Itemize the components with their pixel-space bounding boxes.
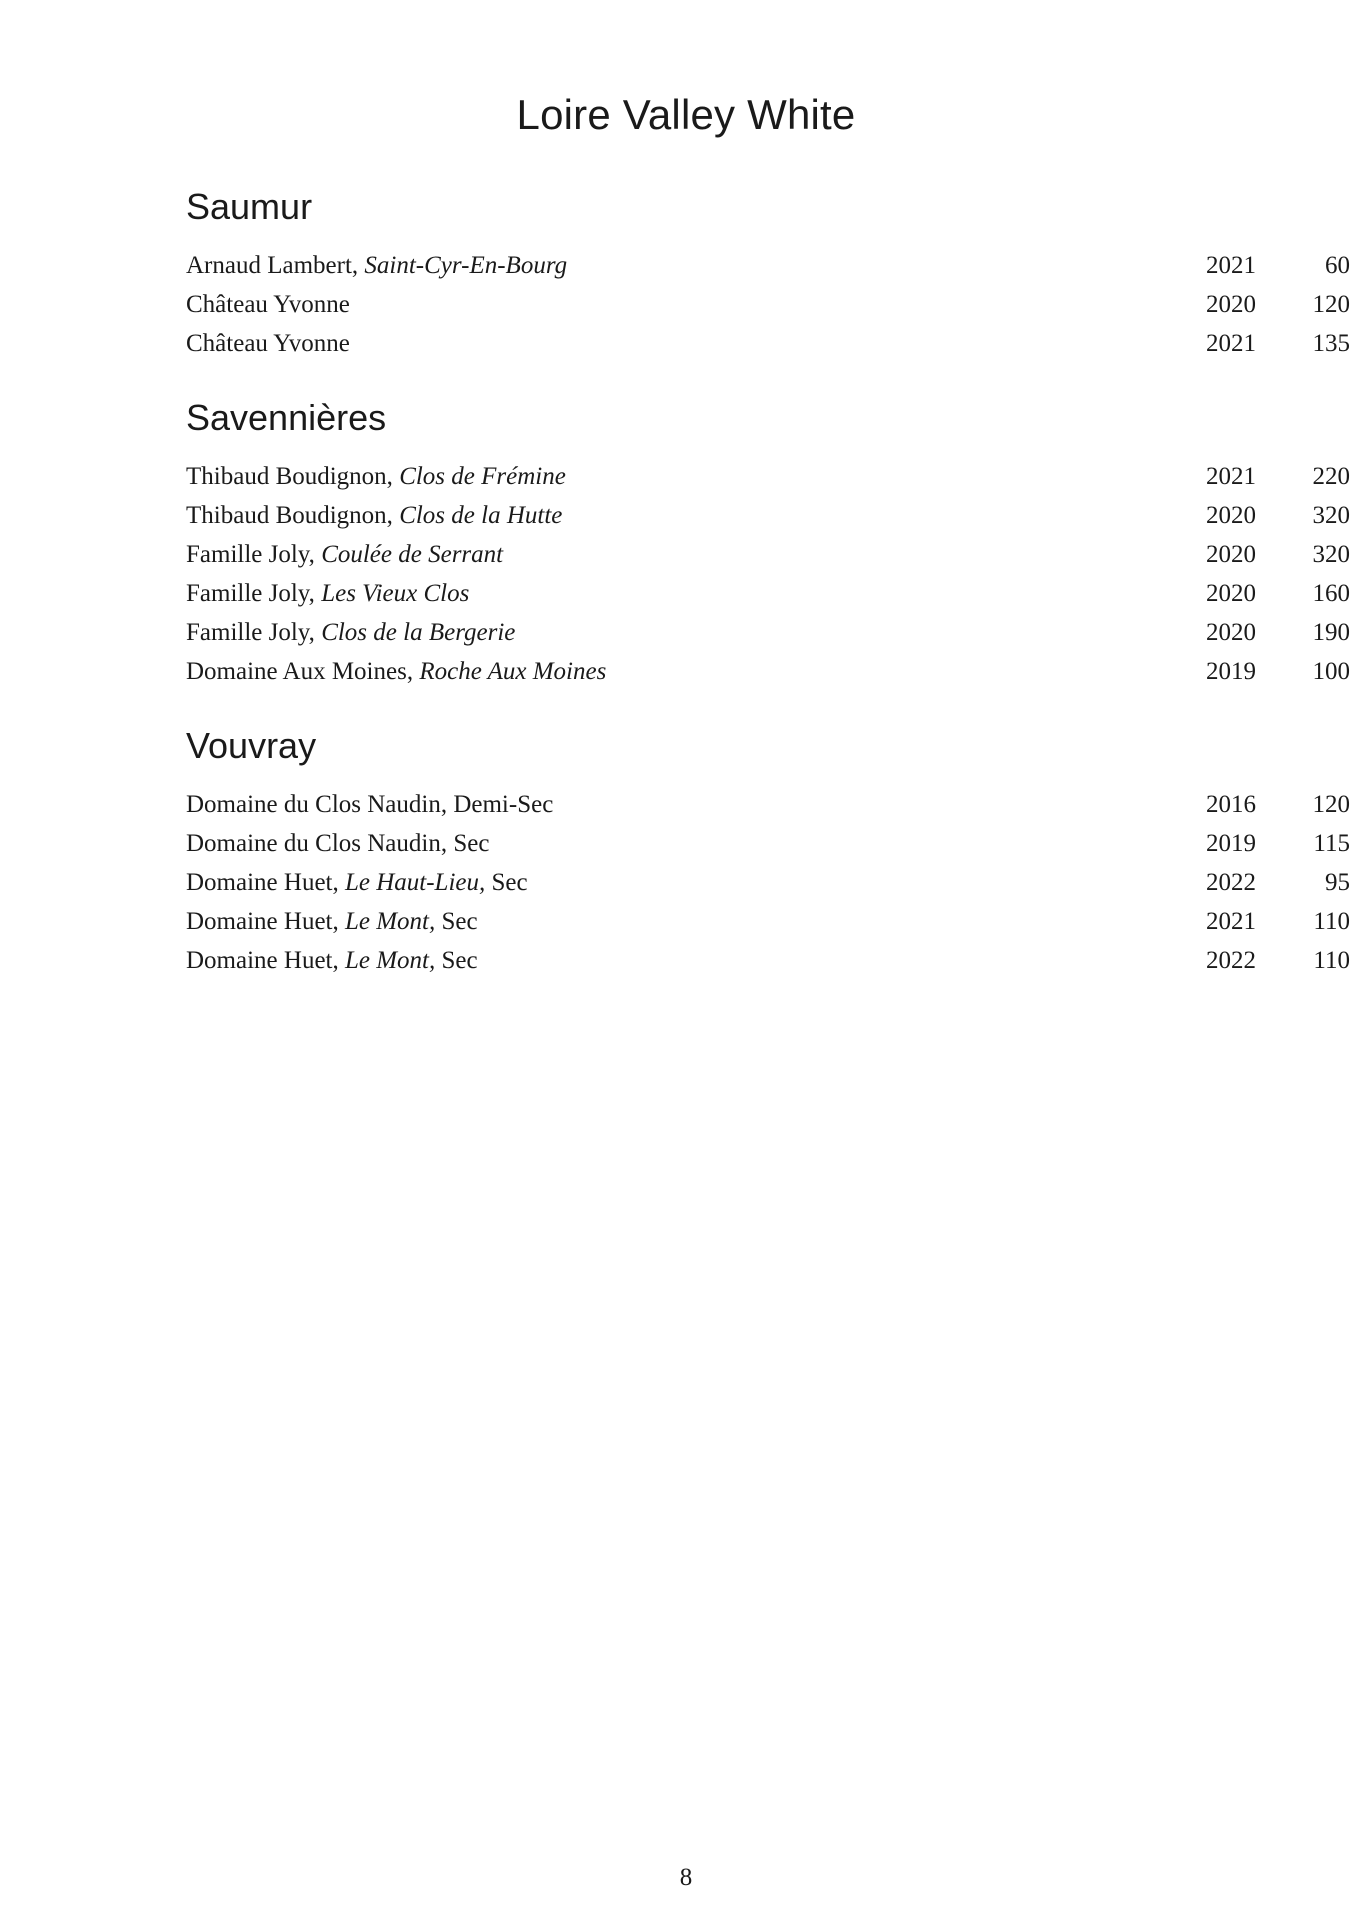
wine-row xyxy=(186,535,1350,574)
vintage: 2021 xyxy=(1206,252,1256,279)
wine-name xyxy=(186,574,1176,613)
vintage: 2022 xyxy=(1206,869,1256,896)
producer: Château Yvonne xyxy=(186,291,350,318)
producer: Famille Joly, xyxy=(186,619,315,646)
price: 100 xyxy=(1312,658,1350,685)
price: 120 xyxy=(1312,791,1350,818)
cuvee: Clos de la Bergerie xyxy=(321,619,516,646)
wine-row xyxy=(186,496,1350,535)
wine-row xyxy=(186,285,1350,324)
price: 320 xyxy=(1312,502,1350,529)
producer: Famille Joly, xyxy=(186,541,315,568)
cuvee: Coulée de Serrant xyxy=(321,541,504,568)
wine-list xyxy=(186,246,1350,363)
cuvee: Le Mont, xyxy=(344,947,436,974)
producer: Domaine du Clos Naudin, Sec xyxy=(186,830,490,857)
price: 190 xyxy=(1312,619,1350,646)
section-savennieres xyxy=(186,391,1350,691)
price: 95 xyxy=(1325,869,1350,896)
vintage: 2021 xyxy=(1206,463,1256,490)
section-title: Vouvray xyxy=(186,725,317,766)
producer: Château Yvonne xyxy=(186,330,350,357)
wine-row xyxy=(186,613,1350,652)
vintage: 2019 xyxy=(1206,830,1256,857)
section-title: Savennières xyxy=(186,397,387,438)
wine-row xyxy=(186,785,1350,824)
wine-list xyxy=(186,457,1350,691)
cuvee: Clos de Frémine xyxy=(399,463,566,490)
wine-list xyxy=(186,785,1350,980)
style: Sec xyxy=(441,947,478,974)
page-title: Loire Valley White xyxy=(516,91,856,138)
price: 220 xyxy=(1312,463,1350,490)
wine-name xyxy=(186,863,1176,902)
wine-row xyxy=(186,902,1350,941)
wine-name xyxy=(186,785,1176,824)
cuvee: Les Vieux Clos xyxy=(321,580,470,607)
cuvee: Le Haut-Lieu, xyxy=(344,869,486,896)
price: 115 xyxy=(1313,830,1350,857)
producer: Thibaud Boudignon, xyxy=(186,502,393,529)
producer: Famille Joly, xyxy=(186,580,315,607)
producer: Domaine Huet, xyxy=(186,908,339,935)
wine-sections xyxy=(186,180,1350,1008)
vintage: 2021 xyxy=(1206,330,1256,357)
price: 110 xyxy=(1313,908,1350,935)
wine-row xyxy=(186,324,1350,363)
price: 160 xyxy=(1312,580,1350,607)
wine-name xyxy=(186,902,1176,941)
wine-row xyxy=(186,863,1350,902)
vintage: 2022 xyxy=(1206,947,1256,974)
wine-name xyxy=(186,457,1176,496)
vintage: 2016 xyxy=(1206,791,1256,818)
producer: Domaine Huet, xyxy=(186,947,339,974)
wine-row xyxy=(186,652,1350,691)
page-number: 8 xyxy=(679,1864,693,1891)
producer: Thibaud Boudignon, xyxy=(186,463,393,490)
price: 135 xyxy=(1312,330,1350,357)
section-title: Saumur xyxy=(186,186,313,227)
wine-name xyxy=(186,652,1176,691)
vintage: 2021 xyxy=(1206,908,1256,935)
wine-row xyxy=(186,574,1350,613)
vintage: 2020 xyxy=(1206,541,1256,568)
producer: Domaine Aux Moines, xyxy=(186,658,414,685)
price: 320 xyxy=(1312,541,1350,568)
wine-row xyxy=(186,246,1350,285)
price: 60 xyxy=(1325,252,1350,279)
vintage: 2019 xyxy=(1206,658,1256,685)
cuvee: Saint-Cyr-En-Bourg xyxy=(364,252,568,279)
wine-name xyxy=(186,246,1176,285)
cuvee: Clos de la Hutte xyxy=(399,502,563,529)
vintage: 2020 xyxy=(1206,502,1256,529)
wine-name xyxy=(186,824,1176,863)
vintage: 2020 xyxy=(1206,619,1256,646)
section-vouvray xyxy=(186,719,1350,980)
wine-row xyxy=(186,824,1350,863)
producer: Arnaud Lambert, xyxy=(186,252,359,279)
price: 110 xyxy=(1313,947,1350,974)
wine-row xyxy=(186,457,1350,496)
cuvee: Le Mont, xyxy=(344,908,436,935)
producer: Domaine du Clos Naudin, Demi-Sec xyxy=(186,791,554,818)
price: 120 xyxy=(1312,291,1350,318)
wine-name xyxy=(186,941,1176,980)
wine-name xyxy=(186,535,1176,574)
wine-name xyxy=(186,285,1176,324)
vintage: 2020 xyxy=(1206,291,1256,318)
wine-name xyxy=(186,496,1176,535)
section-saumur xyxy=(186,180,1350,363)
wine-name xyxy=(186,613,1176,652)
style: Sec xyxy=(491,869,528,896)
producer: Domaine Huet, xyxy=(186,869,339,896)
vintage: 2020 xyxy=(1206,580,1256,607)
cuvee: Roche Aux Moines xyxy=(419,658,607,685)
wine-name xyxy=(186,324,1176,363)
wine-row xyxy=(186,941,1350,980)
style: Sec xyxy=(441,908,478,935)
